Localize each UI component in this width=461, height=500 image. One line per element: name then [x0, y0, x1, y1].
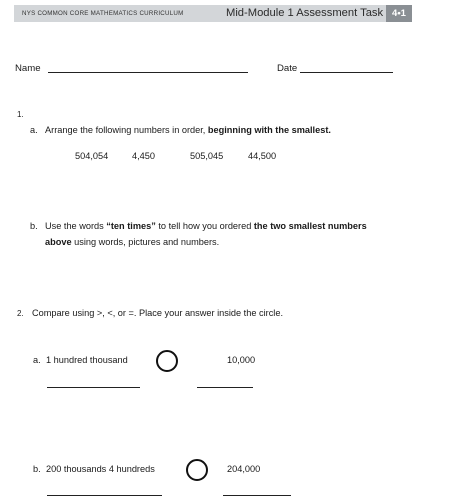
module-badge: 4•1 [386, 5, 412, 22]
q2a-answer-line-right[interactable] [197, 387, 253, 388]
q1b-letter: b. [30, 221, 38, 231]
date-label: Date [277, 63, 298, 74]
q2b-answer-line-right[interactable] [223, 495, 291, 496]
q1b-text-2: to tell how you ordered [155, 221, 254, 231]
q2b-answer-line-left[interactable] [47, 495, 162, 496]
q2-prompt: Compare using >, <, or =. Place your answer inside the circle. [32, 308, 283, 318]
assessment-title: Mid-Module 1 Assessment Task [226, 7, 384, 19]
name-field[interactable] [48, 72, 248, 73]
q1a-emphasis: beginning with the smallest. [207, 125, 331, 135]
q1-number: 1. [17, 110, 24, 119]
curriculum-label: NYS COMMON CORE MATHEMATICS CURRICULUM [22, 10, 184, 17]
q2b-right: 204,000 [227, 464, 261, 474]
q1-number-2: 4,450 [132, 151, 155, 161]
date-field[interactable] [300, 72, 393, 73]
q2a-right: 10,000 [227, 355, 256, 365]
q2a-letter: a. [33, 355, 41, 365]
q1-number-1: 504,054 [75, 151, 109, 161]
q1b-line-2 [45, 237, 219, 247]
q2b-left: 200 thousands 4 hundreds [46, 464, 155, 474]
q2-number: 2. [17, 309, 24, 318]
q1a-text [45, 125, 331, 135]
q1-number-4: 44,500 [248, 151, 277, 161]
q1b-above: above [45, 237, 72, 247]
q2b-letter: b. [33, 464, 41, 474]
q1b-two-smallest: the two smallest numbers [253, 221, 367, 231]
q1b-ten-times: “ten times” [106, 221, 156, 231]
q1-number-3: 505,045 [190, 151, 224, 161]
q1a-instruction: Arrange the following numbers in order, [45, 125, 208, 135]
q2a-answer-line-left[interactable] [47, 387, 140, 388]
q2b-answer-circle[interactable] [186, 459, 208, 481]
name-label: Name [15, 63, 41, 74]
q1b-text-3: using words, pictures and numbers. [71, 237, 220, 247]
q1b-line-1 [45, 221, 367, 231]
q2a-left: 1 hundred thousand [46, 355, 128, 365]
q2a-answer-circle[interactable] [156, 350, 178, 372]
q1a-letter: a. [30, 125, 38, 135]
q1b-text-1: Use the words [45, 221, 107, 231]
